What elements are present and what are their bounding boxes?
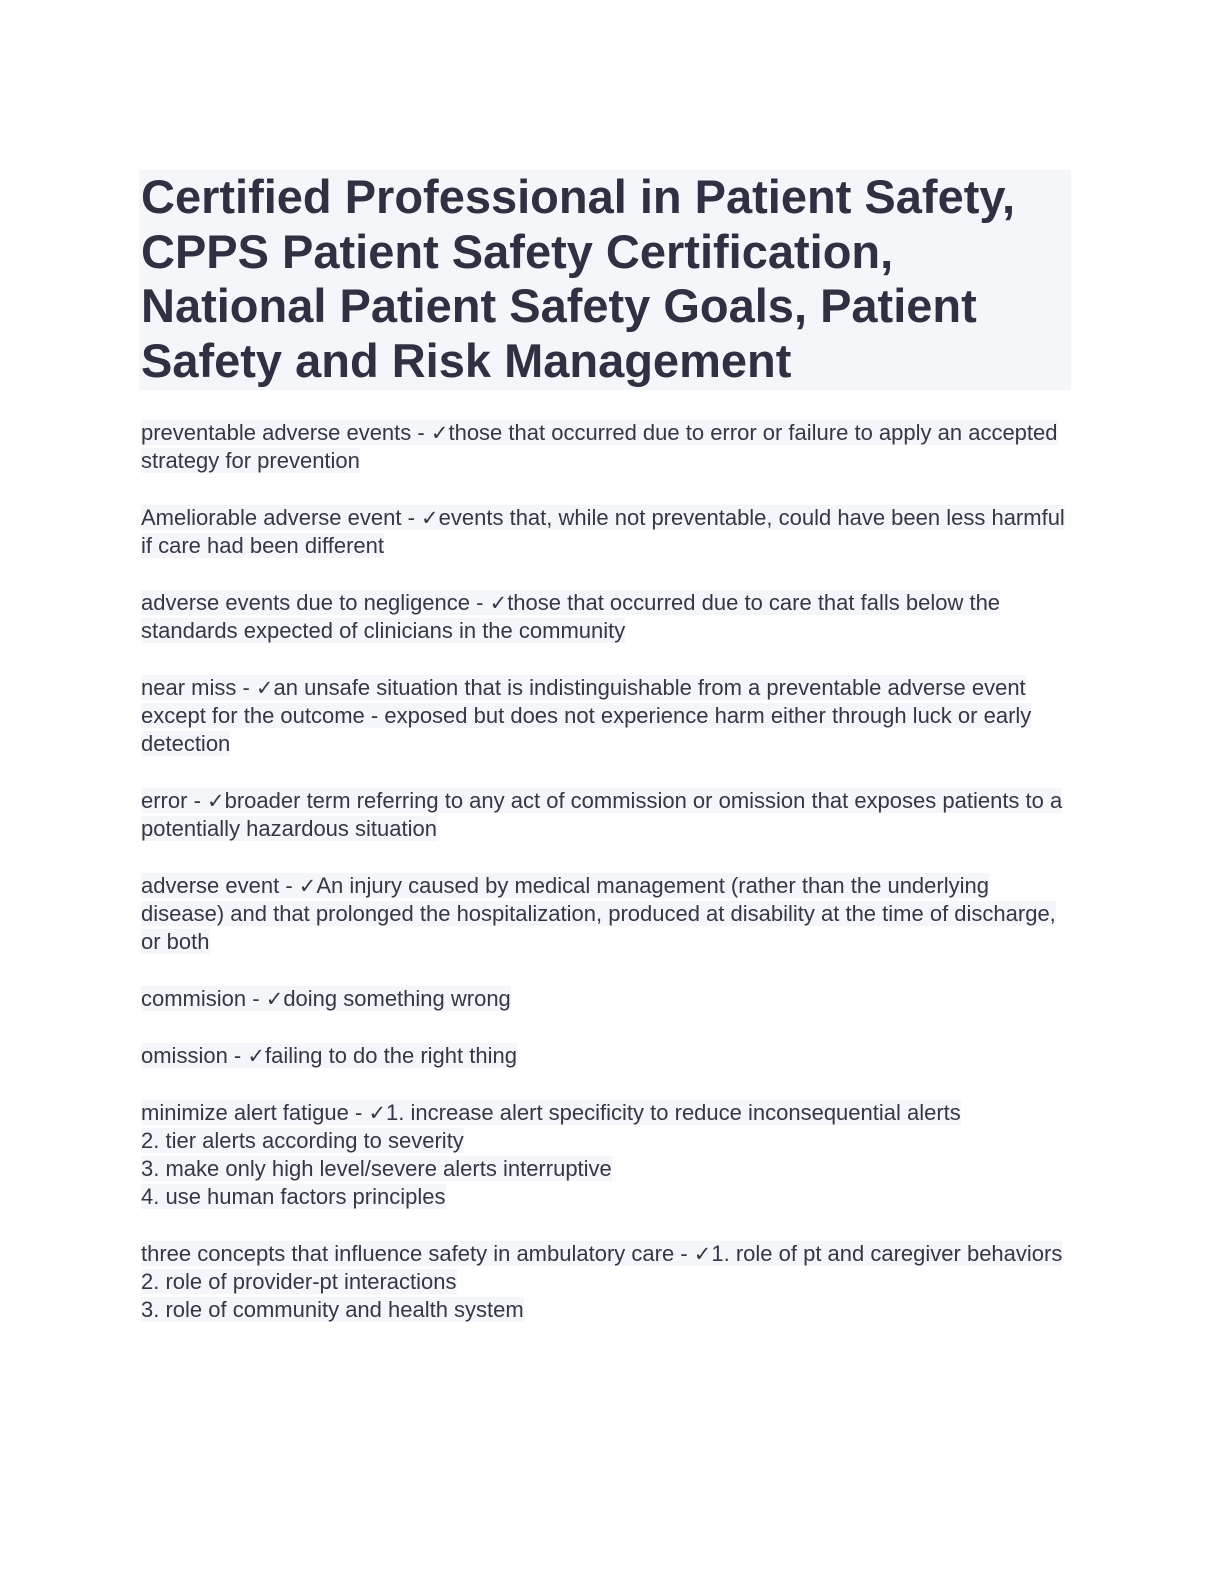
flashcard-definition: broader term referring to any act of commission or omission that exposes patients to a potentially hazardous situation [141, 788, 1063, 841]
flashcard-term: near miss [141, 675, 237, 700]
flashcard-first-line: adverse event - ✓An injury caused by medical management (rather than the underlying disease) and that prolonged the hospitalization, produced at disability at the time of discharge, or both [141, 873, 1056, 954]
flashcard-term: adverse event [141, 873, 280, 898]
flashcard-term: commision [141, 986, 247, 1011]
checkmark-icon: ✓ [368, 1101, 387, 1125]
flashcard-list-line [141, 1155, 1073, 1183]
flashcard-entry [141, 674, 1073, 758]
flashcard-first-line: near miss - ✓an unsafe situation that is indistinguishable from a preventable adverse event except for the outcome - exposed but does not experience harm either through luck or early detection [141, 675, 1032, 756]
flashcard-definition: 2. role of provider-pt interactions [141, 1269, 457, 1294]
flashcard-first-line: Ameliorable adverse event - ✓events that, while not preventable, could have been less harmful if care had been different [141, 505, 1065, 558]
flashcard-definition: those that occurred due to care that falls below the standards expected of clinicians in the community [141, 590, 1001, 643]
flashcard-first-line: minimize alert fatigue - ✓1. increase alert specificity to reduce inconsequential alerts [141, 1100, 961, 1125]
flashcard-definition: an unsafe situation that is indistinguishable from a preventable adverse event except for the outcome - exposed but does not experience harm either through luck or early detection [141, 675, 1032, 756]
flashcard-term: Ameliorable adverse event [141, 505, 402, 530]
flashcard-list [141, 419, 1073, 1324]
flashcard-definition: failing to do the right thing [264, 1043, 517, 1068]
flashcard-entry [141, 787, 1073, 843]
flashcard-term: three concepts that influence safety in ambulatory care [141, 1241, 675, 1266]
document-title: Certified Professional in Patient Safety, CPPS Patient Safety Certification, National Patient Safety Goals, Patient Safety and Risk Management [141, 170, 1016, 387]
flashcard-first-line: error - ✓broader term referring to any act of commission or omission that exposes patients to a potentially hazardous situation [141, 788, 1063, 841]
checkmark-icon: ✓ [489, 591, 508, 615]
flashcard-entry [141, 589, 1073, 645]
flashcard-entry [141, 872, 1073, 956]
checkmark-icon: ✓ [693, 1242, 712, 1266]
flashcard-definition: those that occurred due to error or failure to apply an accepted strategy for prevention [141, 420, 1058, 473]
checkmark-icon: ✓ [207, 789, 225, 813]
flashcard-list-line [141, 1127, 1073, 1155]
flashcard-list-line [141, 1296, 1073, 1324]
title-block [139, 170, 1071, 390]
flashcard-definition: 3. make only high level/severe alerts interruptive [141, 1156, 612, 1181]
flashcard-definition: An injury caused by medical management (rather than the underlying disease) and that prolonged the hospitalization, produced at disability at the time of discharge, or both [141, 873, 1056, 954]
flashcard-list-line [141, 1268, 1073, 1296]
flashcard-definition: events that, while not preventable, could have been less harmful if care had been different [141, 505, 1065, 558]
flashcard-first-line: preventable adverse events - ✓those that occurred due to error or failure to apply an accepted strategy for prevention [141, 420, 1058, 473]
flashcard-entry [141, 1099, 1073, 1211]
flashcard-first-line: adverse events due to negligence - ✓those that occurred due to care that falls below the standards expected of clinicians in the community [141, 590, 1001, 643]
checkmark-icon: ✓ [265, 987, 284, 1011]
checkmark-icon: ✓ [255, 676, 274, 700]
flashcard-entry [141, 1042, 1073, 1070]
flashcard-definition: 1. increase alert specificity to reduce inconsequential alerts [386, 1100, 961, 1125]
checkmark-icon: ✓ [430, 421, 449, 445]
flashcard-definition: 1. role of pt and caregiver behaviors [711, 1241, 1063, 1266]
flashcard-list-line [141, 1183, 1073, 1211]
flashcard-first-line: omission - ✓failing to do the right thing [141, 1043, 517, 1068]
flashcard-first-line: commision - ✓doing something wrong [141, 986, 511, 1011]
flashcard-entry [141, 985, 1073, 1013]
flashcard-entry [141, 1240, 1073, 1324]
flashcard-definition: doing something wrong [283, 986, 511, 1011]
flashcard-term: adverse events due to negligence [141, 590, 471, 615]
checkmark-icon: ✓ [247, 1044, 265, 1068]
flashcard-first-line: three concepts that influence safety in ambulatory care - ✓1. role of pt and caregiver behaviors [141, 1241, 1063, 1266]
flashcard-entry [141, 419, 1073, 475]
flashcard-definition: 4. use human factors principles [141, 1184, 446, 1209]
flashcard-term: omission [141, 1043, 228, 1068]
flashcard-term: preventable adverse events [141, 420, 412, 445]
flashcard-term: minimize alert fatigue [141, 1100, 349, 1125]
checkmark-icon: ✓ [298, 874, 317, 898]
flashcard-term: error [141, 788, 188, 813]
checkmark-icon: ✓ [421, 506, 439, 530]
flashcard-definition: 2. tier alerts according to severity [141, 1128, 464, 1153]
flashcard-entry [141, 504, 1073, 560]
document-page [141, 170, 1073, 1353]
flashcard-definition: 3. role of community and health system [141, 1297, 524, 1322]
